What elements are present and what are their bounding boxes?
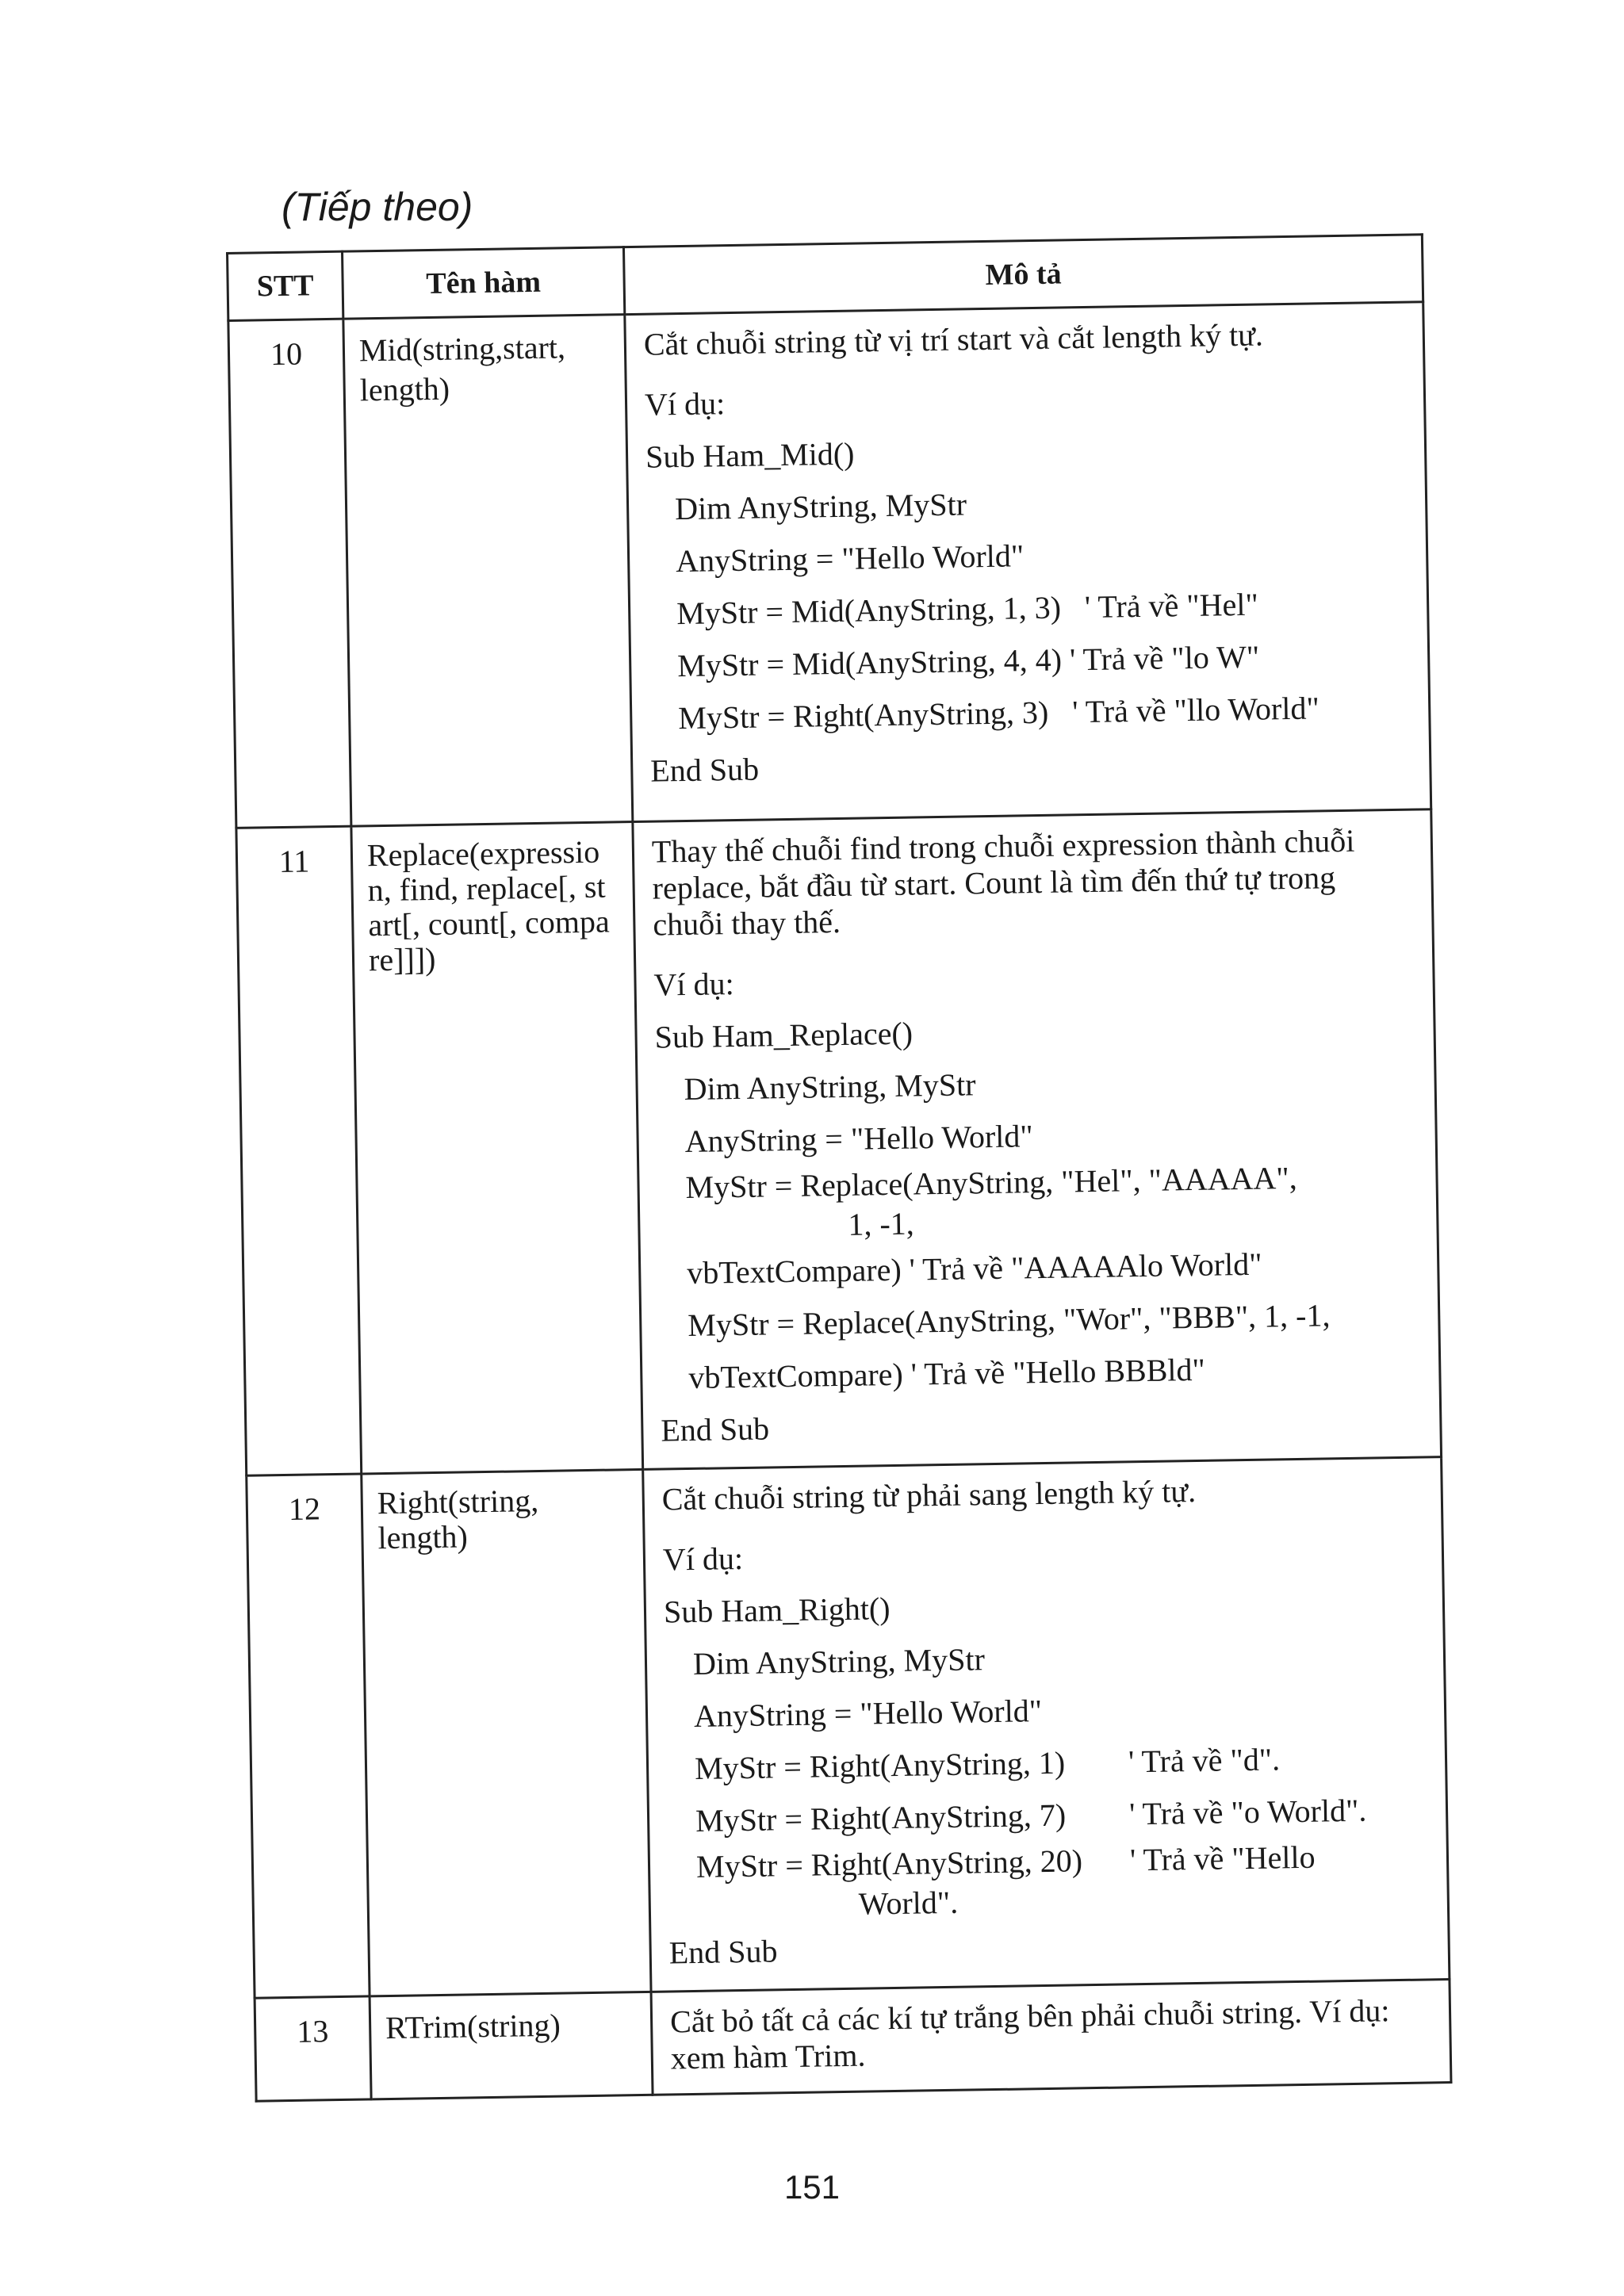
description-cell [625,302,1431,822]
code-line: MyStr = Right(AnyString, 3) ' Trả về "llo World" [677,690,1320,737]
code-line: AnyString = "Hello World" [684,1118,1034,1160]
example-label: Ví dụ: [644,385,726,423]
table-row [247,1457,1450,1999]
function-name: RTrim(string) [370,1992,653,2099]
row-number: 13 [255,1996,371,2101]
description-cell [651,1980,1451,2095]
code-line: MyStr = Right(AnyString, 7) ' Trả về "o World". [695,1792,1367,1839]
code-line: MyStr = Replace(AnyString, "Hel", "AAAAA", [685,1159,1297,1206]
description-cell [633,809,1442,1470]
code-line: End Sub [661,1410,770,1448]
code-line: vbTextCompare) ' Trả về "AAAAAlo World" [686,1246,1262,1292]
description-text: Cắt chuỗi string từ phải sang length ký tự. [661,1472,1197,1517]
code-line: MyStr = Right(AnyString, 1) ' Trả về "d". [694,1741,1281,1786]
description-text: Thay thế chuỗi find trong chuỗi expression thành chuỗi replace, bắt đầu từ start. Count là tìm đến thứ tự trong chuỗi thay thế. [651,822,1355,943]
example-label: Ví dụ: [653,966,735,1003]
header-function-name: Tên hàm [343,247,625,320]
page-number: 151 [783,2168,841,2206]
code-line: MyStr = Mid(AnyString, 1, 3) ' Trả về "Hel" [676,586,1259,632]
code-line: MyStr = Mid(AnyString, 4, 4) ' Trả về "lo W" [676,638,1260,684]
code-line: Sub Ham_Mid() [645,435,855,475]
code-line: vbTextCompare) ' Trả về "Hello BBBld" [688,1351,1206,1396]
row-number: 10 [228,319,351,828]
header-stt: STT [228,251,343,320]
code-line: Dim AnyString, MyStr [692,1641,986,1682]
description-text: Cắt bỏ tất cả các kí tự trắng bên phải chuỗi string. Ví dụ: xem hàm Trim. [669,1992,1390,2076]
example-label: Ví dụ: [662,1540,744,1578]
code-line: 1, -1, [848,1205,915,1242]
code-line: World". [858,1884,959,1922]
description-text: Cắt chuỗi string từ vị trí start và cắt length ký tự. [643,316,1264,362]
row-number: 12 [247,1474,370,1998]
table-row [228,302,1431,828]
code-line: Sub Ham_Replace() [654,1015,914,1055]
code-line: Dim AnyString, MyStr [674,486,967,527]
table-row [236,809,1442,1476]
functions-table [226,233,1452,2102]
code-line: AnyString = "Hello World" [675,538,1025,580]
code-line: End Sub [649,751,760,789]
table-row [255,1980,1451,2102]
code-line: Dim AnyString, MyStr [684,1066,976,1108]
row-number: 11 [236,826,362,1475]
code-line: AnyString = "Hello World" [693,1693,1043,1734]
description-cell [643,1457,1450,1992]
function-name: Mid(string,start, length) [343,315,633,826]
code-line: Sub Ham_Right() [663,1590,891,1630]
code-line: End Sub [668,1933,778,1971]
continued-heading: (Tiếp theo) [282,185,473,229]
code-line: MyStr = Right(AnyString, 20) ' Trả về "Hello [695,1839,1316,1885]
code-line: MyStr = Replace(AnyString, "Wor", "BBB", 1, -1, [687,1297,1331,1344]
function-name: Right(string, length) [362,1469,651,1996]
header-description: Mô tả [623,235,1423,315]
function-name: Replace(expression, find, replace[, start[, count[, compare]]]) [351,822,643,1474]
